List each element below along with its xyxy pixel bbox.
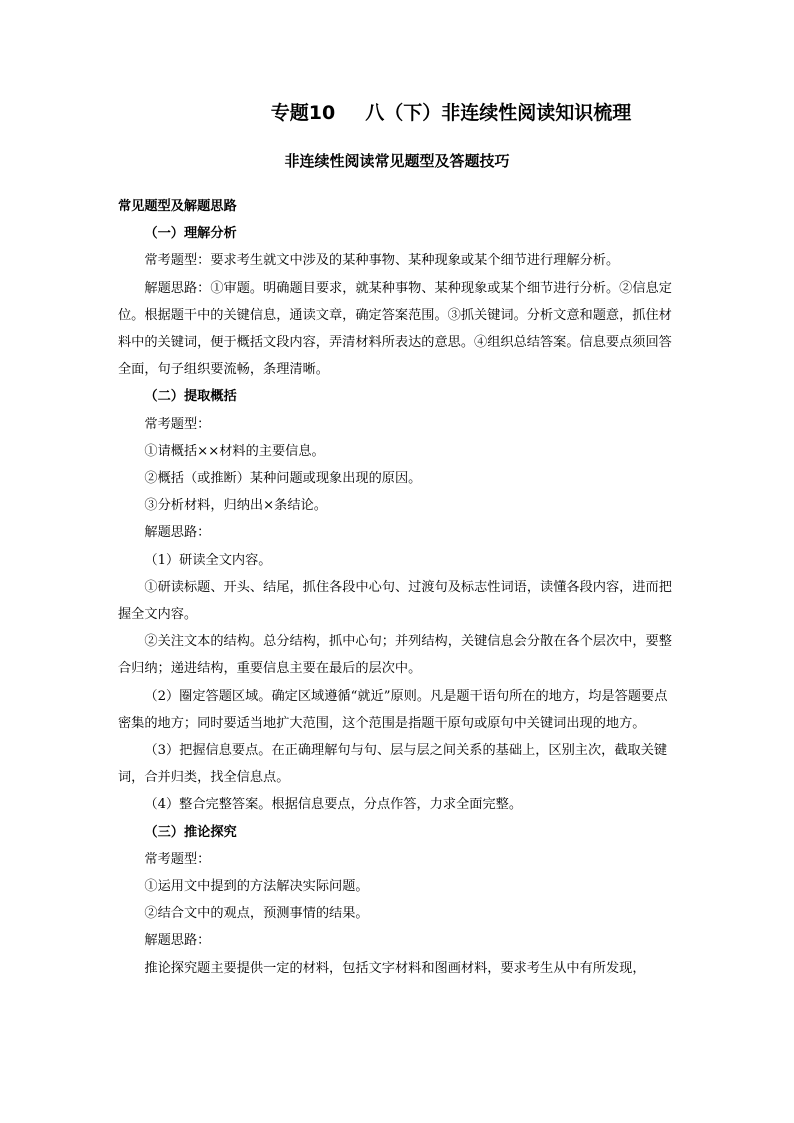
section2-question-label: 常考题型： [144, 416, 211, 432]
section3-solution: 推论探究题主要提供一定的材料，包括文字材料和图画材料，要求考生从中有所发现， [144, 960, 646, 976]
document-body [118, 193, 678, 982]
section3-solution-label: 解题思路： [144, 933, 211, 949]
section3-question-1: ①运用文中提到的方法解决实际问题。 [144, 879, 369, 895]
page-title [0, 98, 794, 125]
section1-heading: （一）理解分析 [144, 226, 237, 242]
section2-step-1: （1）研读全文内容。 [144, 552, 272, 568]
section2-question-1: ①请概括××材料的主要信息。 [144, 443, 325, 459]
title-part1: 专题10 [270, 102, 336, 124]
section1-solution: 解题思路：①审题。明确题目要求，就某种事物、某种现象或某个细节进行分析。②信息定位。根据题干中的关键信息，通读文章，确定答案范围。③抓关键词。分析文意和题意，抓住材料中的关键词，便于概括文段内容，弄清材料所表达的意思。④组织总结答案。信息要点须回答全面，句子组织要流畅，条理清晰。 [118, 280, 672, 378]
main-heading: 常见题型及解题思路 [118, 199, 237, 214]
section3-question-2: ②结合文中的观点，预测事情的结果。 [144, 906, 369, 922]
section1-question-type: 常考题型：要求考生就文中涉及的某种事物、某种现象或某个细节进行理解分析。 [144, 253, 620, 269]
section2-step-1b: ②关注文本的结构。总分结构，抓中心句；并列结构，关键信息会分散在各个层次中，要整合归纳；递进结构，重要信息主要在最后的层次中。 [118, 634, 672, 677]
section2-heading: （二）提取概括 [144, 389, 237, 405]
section3-heading: （三）推论探究 [144, 824, 237, 840]
section2-step-1a: ①研读标题、开头、结尾，抓住各段中心句、过渡句及标志性词语，读懂各段内容，进而把握全文内容。 [118, 579, 672, 623]
section3-question-label: 常考题型： [144, 851, 211, 867]
section2-step-4: （4）整合完整答案。根据信息要点，分点作答，力求全面完整。 [144, 797, 523, 813]
page-subtitle: 非连续性阅读常见题型及答题技巧 [284, 152, 510, 170]
section2-solution-label: 解题思路： [144, 525, 211, 541]
title-part2: 八（下）非连续性阅读知识梳理 [365, 102, 632, 124]
section2-question-2: ②概括（或推断）某种问题或现象出现的原因。 [144, 471, 422, 487]
section2-step-3: （3）把握信息要点。在正确理解句与句、层与层之间关系的基础上，区别主次，截取关键词，合并归类，找全信息点。 [118, 743, 668, 786]
section2-question-3: ③分析材料，归纳出×条结论。 [144, 498, 327, 514]
section2-step-2: （2）圈定答题区域。确定区域遵循“就近”原则。凡是题干语句所在的地方，均是答题要点密集的地方；同时要适当地扩大范围，这个范围是指题干原句或原句中关键词出现的地方。 [118, 688, 668, 731]
